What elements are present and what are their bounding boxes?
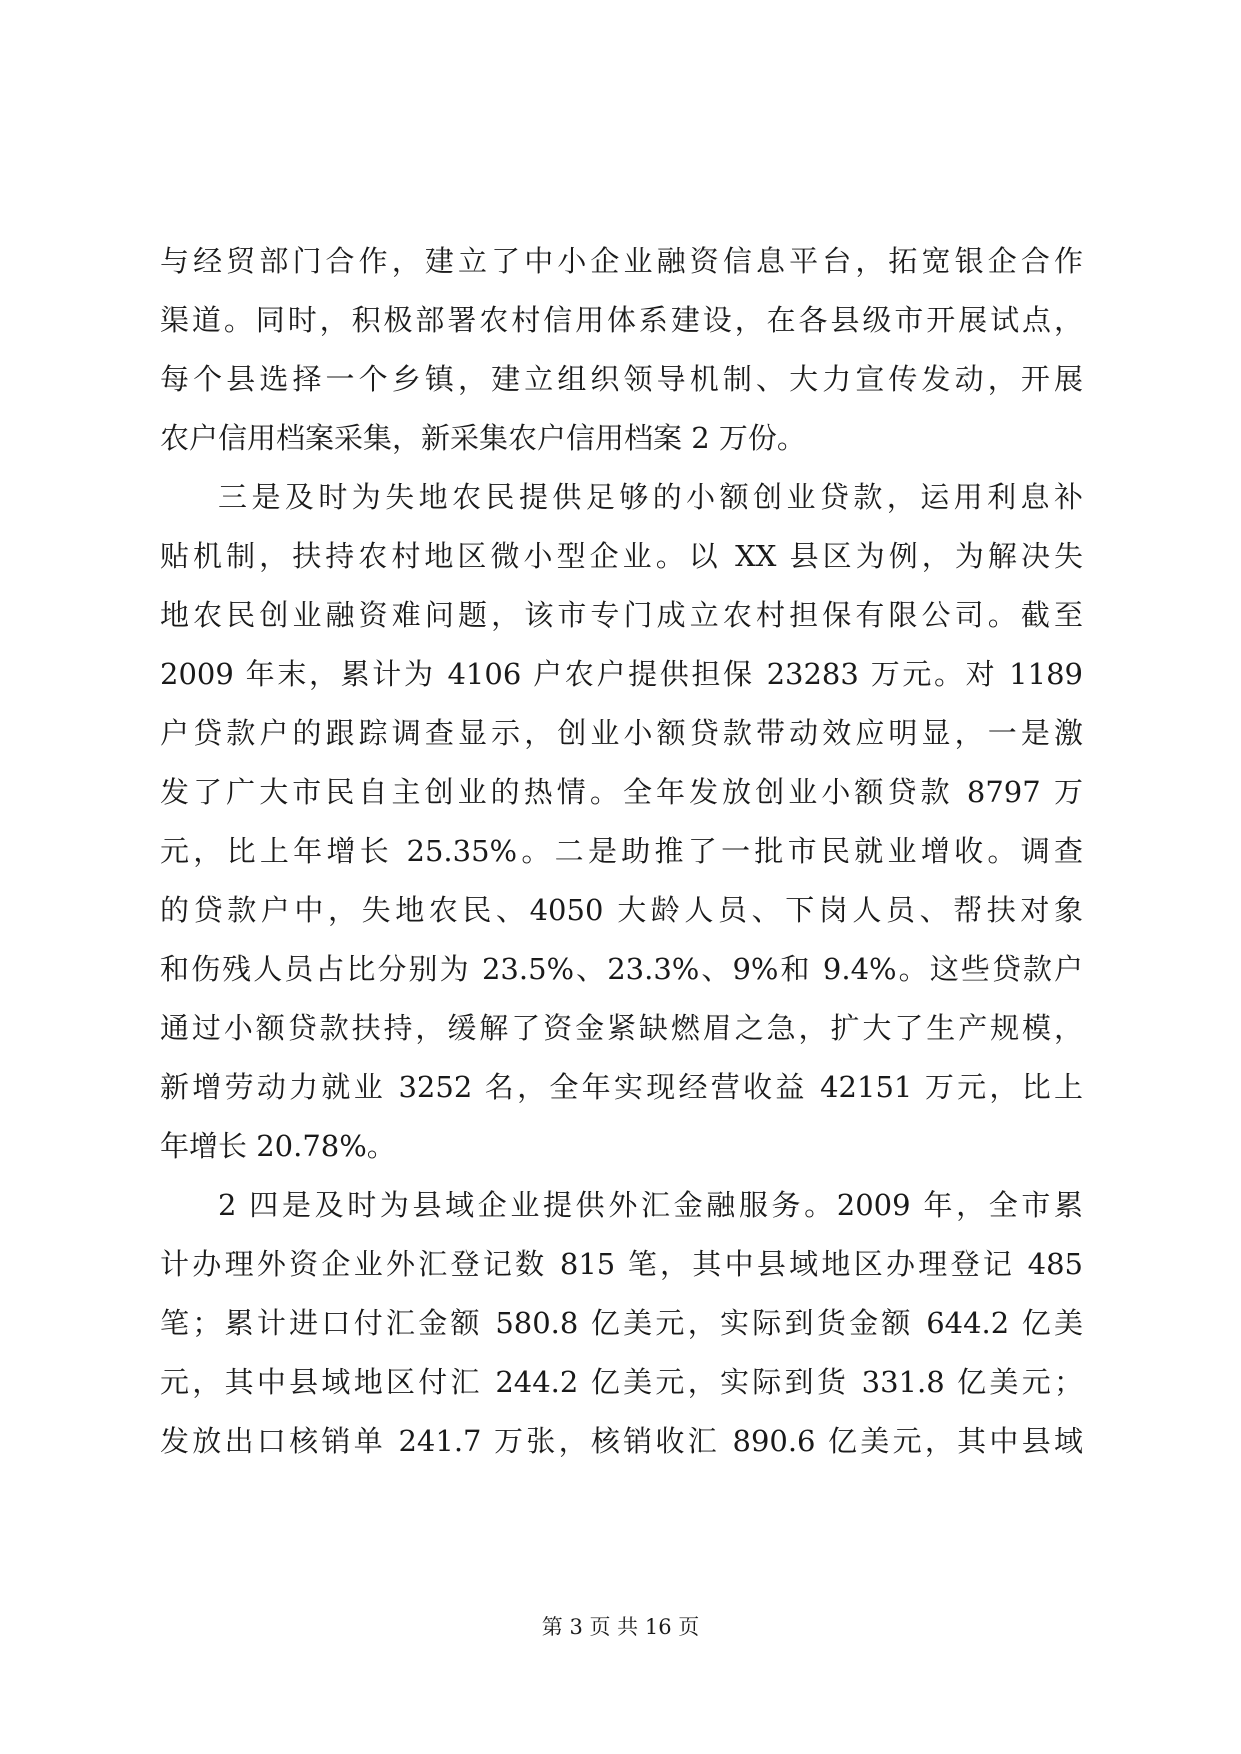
page-number: 第 3 页 共 16 页 (541, 1615, 700, 1639)
text-line: 2009 年末，累计为 4106 户农户提供担保 23283 万元。对 1189 (160, 657, 1083, 691)
text-line: 计办理外资企业外汇登记数 815 笔，其中县域地区办理登记 485 (160, 1247, 1083, 1281)
text-line: 与经贸部门合作，建立了中小企业融资信息平台，拓宽银企合作 (160, 244, 1083, 278)
text-line: 渠道。同时，积极部署农村信用体系建设，在各县级市开展试点， (160, 303, 1083, 337)
text-line: 2 四是及时为县域企业提供外汇金融服务。2009 年，全市累 (218, 1188, 1083, 1222)
text-line: 户贷款户的跟踪调查显示，创业小额贷款带动效应明显，一是激 (160, 716, 1083, 750)
text-line: 年增长 20.78%。 (160, 1129, 396, 1163)
text-line: 和伤残人员占比分别为 23.5%、23.3%、9%和 9.4%。这些贷款户 (160, 952, 1083, 986)
page-footer (0, 1612, 1241, 1642)
text-line: 新增劳动力就业 3252 名，全年实现经营收益 42151 万元，比上 (160, 1070, 1083, 1104)
text-line: 三是及时为失地农民提供足够的小额创业贷款，运用利息补 (218, 480, 1083, 514)
text-line: 农户信用档案采集，新采集农户信用档案 2 万份。 (160, 421, 806, 455)
text-line: 的贷款户中，失地农民、4050 大龄人员、下岗人员、帮扶对象 (160, 893, 1083, 927)
text-line: 通过小额贷款扶持，缓解了资金紧缺燃眉之急，扩大了生产规模， (160, 1011, 1083, 1045)
text-line: 笔；累计进口付汇金额 580.8 亿美元，实际到货金额 644.2 亿美 (160, 1306, 1083, 1340)
text-line: 地农民创业融资难问题，该市专门成立农村担保有限公司。截至 (160, 598, 1083, 632)
text-line: 每个县选择一个乡镇，建立组织领导机制、大力宣传发动，开展 (160, 362, 1083, 396)
text-line: 元，其中县域地区付汇 244.2 亿美元，实际到货 331.8 亿美元； (160, 1365, 1083, 1399)
text-line: 发放出口核销单 241.7 万张，核销收汇 890.6 亿美元，其中县域 (160, 1424, 1083, 1458)
text-line: 贴机制，扶持农村地区微小型企业。以 XX 县区为例，为解决失 (160, 539, 1083, 573)
text-line: 发了广大市民自主创业的热情。全年发放创业小额贷款 8797 万 (160, 775, 1083, 809)
text-line: 元，比上年增长 25.35%。二是助推了一批市民就业增收。调查 (160, 834, 1083, 868)
document-body (160, 232, 1083, 1471)
